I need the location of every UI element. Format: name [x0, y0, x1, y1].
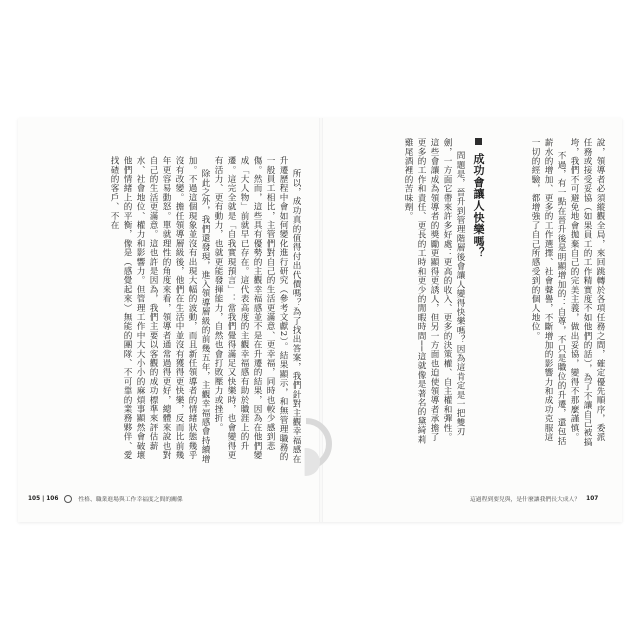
right-page	[320, 118, 622, 522]
section-heading	[470, 138, 486, 318]
right-paragraph-3: 問題是，晉升到管理階層後會讓人變得快樂嗎？因為這肯定是一把雙刃劍，一方面它帶來許多好處：更高的收入、更多的決策權、自主權和彈性。這些會讓成為領導者的獎勵更顯得更誘人，但另一方面也迫使領導者承擔了更多的工作和責任、更長的工時和更少的閒暇時間──這就像是著名的黛綺莉雞尾酒裡的苦味劑。	[403, 138, 465, 444]
left-paragraph-2: 除此之外，我們還發現，進入領導層級的前幾五年，主觀幸福感會持續增加。不過這個現象並沒有出現大幅的波動，而且新任領導者的情緒狀態幾乎沒有改變。擔任領導層級後，他們在生活中並沒有獲得更快樂，反而比前幾年更容易動怒。單就理性的角度來看，領導者通常過得更好，總體來說也對自己的生活更滿意。這也許是因為，我們主要以客觀的成功標準來評估薪水、社會地位、權力和影響力。但管理工作中大大小小的麻煩事顯然會破壞他們情緒上的平衡，像是（感覺起來）無能的團隊、不可靠的業務夥伴、愛找碴的客戶、不在	[109, 156, 210, 464]
right-footer	[470, 494, 598, 503]
left-page	[18, 118, 320, 522]
left-paragraph-1: 所以，成功真的值得付出代價嗎？為了找出答案，我們針對主觀幸福感在升遷歷程中會如何變化進行研究（參考文獻2）。結果顯示，和無管理職務的一般員工相比，主管們對自己的生活更滿意、更幸福，同時也較少感到悲傷。然而，這些具有優勢的主觀幸福感並不是在升遷的結果，因為在他們變成「大人物」前就早已存在。這代表高度的主觀幸福感有助於職涯上的升遷。這完全就是「自我實現預言」：當我們覺得滿足又快樂時，也會變得更有活力、更有動力，也就更能發揮能力，自然也會打敗壓力或挫折。	[213, 156, 301, 464]
left-running-title: 性格、職業進場與工作幸福度之間的關係	[78, 497, 183, 503]
publisher-logo-icon	[64, 495, 72, 503]
right-page-body-top	[498, 138, 606, 448]
heading-marker-icon	[475, 138, 482, 145]
right-paragraph-2: 不過，有一點在晉升後是明顯增加的：自尊，不只是職位的升遷，還包括薪水的增加、更多的工作選擇、社會聲譽，不斷增加的影響力和成功克服這一切的經驗，都增強了自己所感受到的個人地位。	[530, 138, 566, 446]
right-paragraph-1: 說，領導者必須縱觀全局，來回跳轉於各項任務之間，確定優先順序，委派任務或接受妥協（如果員工的工作精實度不如他們的話），為了不讓自己被搞垮，我們不可避免地會拋棄自己的完美主義，做出妥協，變得不那麼謹慎。	[569, 138, 605, 447]
section-heading-text: 成功會讓人快樂嗎？	[472, 152, 485, 259]
left-page-number: 105 | 106	[28, 495, 59, 502]
left-page-body	[36, 156, 302, 466]
book-spread	[18, 118, 622, 522]
left-footer	[28, 494, 183, 503]
right-page-number: 107	[586, 495, 599, 502]
right-page-body-bottom	[382, 138, 466, 448]
right-running-title: 這過程到要兒與，是什麼讓我們長大成人？	[470, 497, 581, 503]
